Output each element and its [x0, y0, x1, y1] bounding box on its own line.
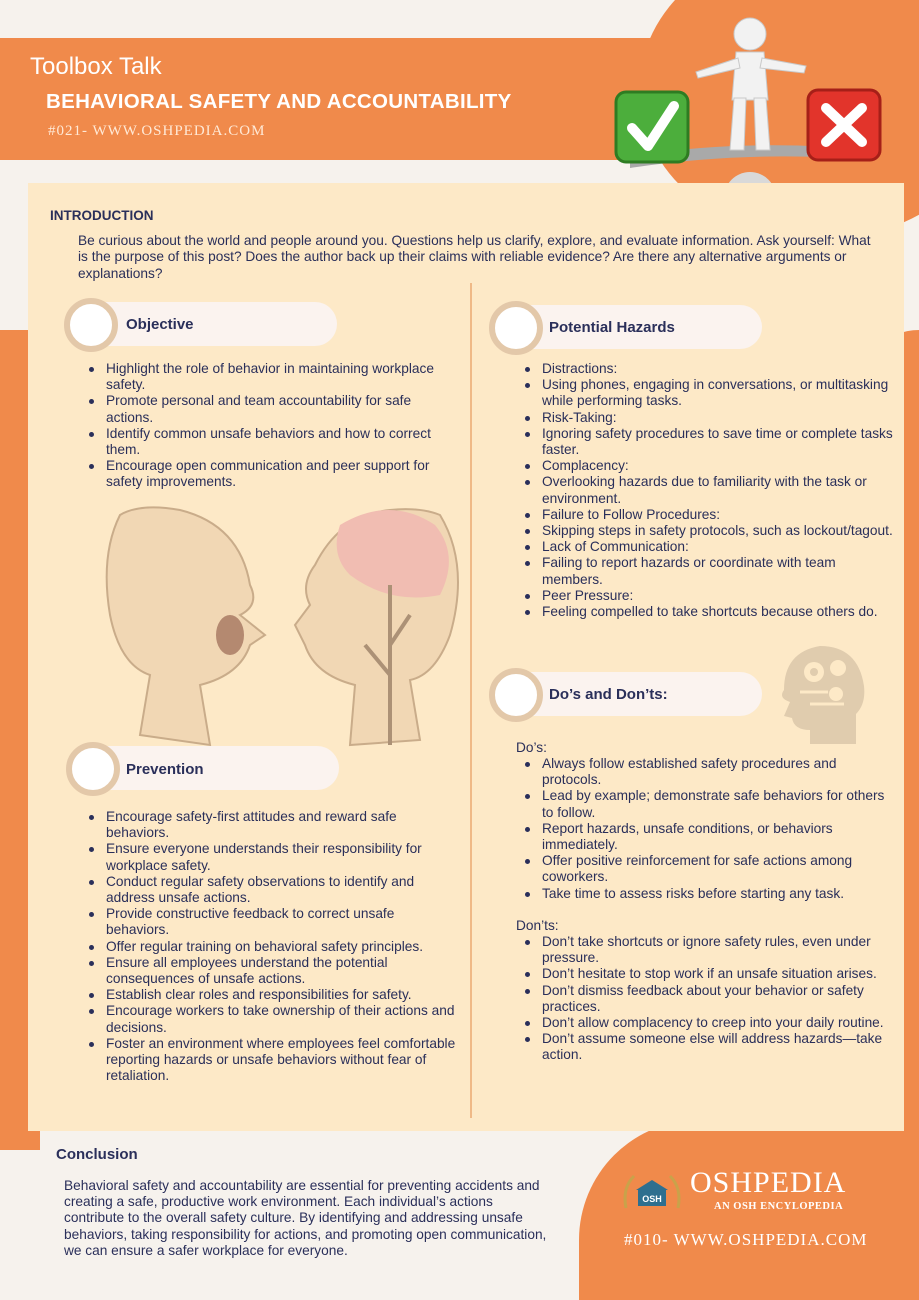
header-kicker: Toolbox Talk: [30, 53, 162, 80]
list-item: Don’t assume someone else will address hazards—take action.: [522, 1031, 894, 1063]
conclusion-heading: Conclusion: [56, 1146, 138, 1163]
list-item: Lack of Communication:: [522, 539, 894, 555]
list-item: Encourage workers to take ownership of their actions and decisions.: [86, 1003, 456, 1035]
oshpedia-logo-icon: [620, 1168, 684, 1216]
objective-list: [86, 361, 456, 491]
head-gears-icon: [770, 642, 870, 748]
brand-name: OSHPEDIA: [690, 1166, 847, 1199]
list-item: Encourage open communication and peer support for safety improvements.: [86, 458, 456, 490]
prevention-circle-icon: [66, 742, 120, 796]
brand-tagline: AN OSH ENCYLOPEDIA: [714, 1201, 844, 1212]
list-item: Don’t hesitate to stop work if an unsafe situation arises.: [522, 966, 894, 982]
prevention-list: [86, 809, 456, 1084]
hazards-circle-icon: [489, 301, 543, 355]
objective-circle-icon: [64, 298, 118, 352]
list-item: Feeling compelled to take shortcuts because others do.: [522, 604, 894, 620]
conclusion-text: Behavioral safety and accountability are essential for preventing accidents and creating a safe, productive work environment. Each individual’s actions contribute to the overall safety culture. By identifying and addressing unsafe behaviors, taking responsibility for actions, and promoting open communication, we can ensure a safer workplace for everyone.: [64, 1178, 547, 1258]
list-item: Complacency:: [522, 458, 894, 474]
list-item: Ensure all employees understand the potential consequences of unsafe actions.: [86, 955, 456, 987]
list-item: Offer regular training on behavioral safety principles.: [86, 939, 456, 955]
logo-text: OSH: [642, 1194, 662, 1204]
list-item: Foster an environment where employees feel comfortable reporting hazards or unsafe behaviors without fear of retaliation.: [86, 1036, 456, 1085]
dos-list: [522, 756, 894, 902]
hazards-heading: Potential Hazards: [549, 319, 675, 336]
list-item: Don’t dismiss feedback about your behavior or safety practices.: [522, 983, 894, 1015]
list-item: Offer positive reinforcement for safe actions among coworkers.: [522, 853, 894, 885]
list-item: Promote personal and team accountability for safe actions.: [86, 393, 456, 425]
donts-label: Don’ts:: [516, 918, 559, 933]
column-divider: [470, 283, 472, 1118]
list-item: Failing to report hazards or coordinate with team members.: [522, 555, 894, 587]
dos-label: Do’s:: [516, 740, 547, 755]
list-item: Using phones, engaging in conversations, or multitasking while performing tasks.: [522, 377, 894, 409]
dosdonts-heading: Do’s and Don’ts:: [549, 686, 668, 703]
list-item: Lead by example; demonstrate safe behaviors for others to follow.: [522, 788, 894, 820]
footer-code: #010- WWW.OSHPEDIA.COM: [624, 1230, 868, 1249]
list-item: Take time to assess risks before starting any task.: [522, 886, 894, 902]
list-item: Provide constructive feedback to correct unsafe behaviors.: [86, 906, 456, 938]
list-item: Distractions:: [522, 361, 894, 377]
cross-icon: [808, 90, 880, 160]
list-item: Failure to Follow Procedures:: [522, 507, 894, 523]
list-item: Encourage safety-first attitudes and reward safe behaviors.: [86, 809, 456, 841]
introduction-heading: INTRODUCTION: [50, 208, 154, 223]
list-item: Highlight the role of behavior in maintaining workplace safety.: [86, 361, 456, 393]
hazards-list: [522, 361, 894, 620]
list-item: Ensure everyone understands their responsibility for workplace safety.: [86, 841, 456, 873]
dosdonts-circle-icon: [489, 668, 543, 722]
list-item: Don’t take shortcuts or ignore safety rules, even under pressure.: [522, 934, 894, 966]
list-item: Peer Pressure:: [522, 588, 894, 604]
list-item: Establish clear roles and responsibilities for safety.: [86, 987, 456, 1003]
figure-icon: [696, 18, 806, 150]
page-title: BEHAVIORAL SAFETY AND ACCOUNTABILITY: [46, 90, 512, 113]
list-item: Overlooking hazards due to familiarity with the task or environment.: [522, 474, 894, 506]
list-item: Skipping steps in safety protocols, such as lockout/tagout.: [522, 523, 894, 539]
objective-heading: Objective: [126, 316, 194, 333]
list-item: Report hazards, unsafe conditions, or behaviors immediately.: [522, 821, 894, 853]
list-item: Risk-Taking:: [522, 410, 894, 426]
introduction-text: Be curious about the world and people around you. Questions help us clarify, explore, and evaluate information. Ask yourself: What is the purpose of this post? Does the author back up their claims with reliable evidence? Are there any alternative arguments or explanations?: [78, 233, 871, 281]
list-item: Conduct regular safety observations to identify and address unsafe actions.: [86, 874, 456, 906]
donts-list: [522, 934, 894, 1064]
header-code: #021- WWW.OSHPEDIA.COM: [48, 123, 266, 139]
faces-illustration: [90, 495, 470, 755]
prevention-heading: Prevention: [126, 761, 204, 778]
list-item: Always follow established safety procedures and protocols.: [522, 756, 894, 788]
list-item: Identify common unsafe behaviors and how to correct them.: [86, 426, 456, 458]
list-item: Don’t allow complacency to creep into your daily routine.: [522, 1015, 894, 1031]
list-item: Ignoring safety procedures to save time or complete tasks faster.: [522, 426, 894, 458]
check-icon: [616, 92, 688, 162]
